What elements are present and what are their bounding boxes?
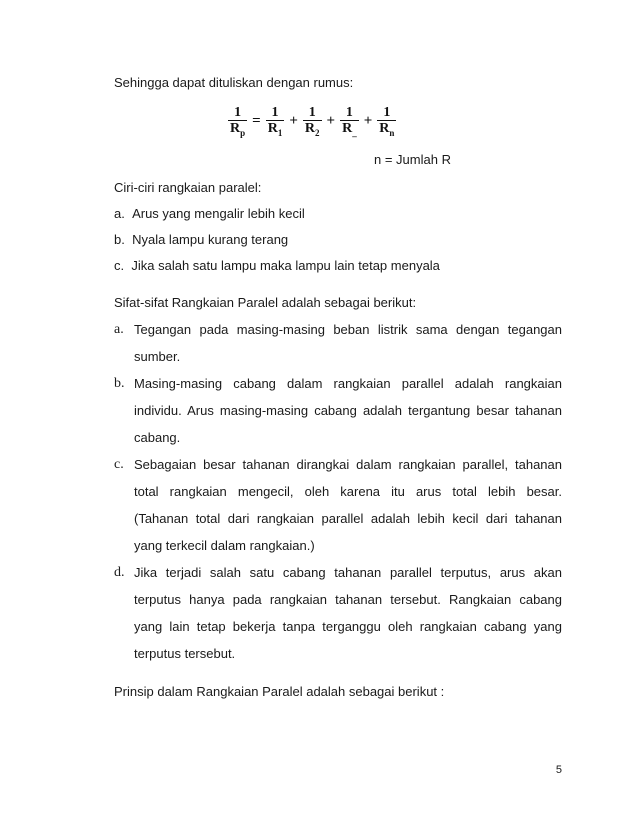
list-item — [114, 206, 305, 222]
formula-note: n = Jumlah R — [374, 152, 451, 167]
list-item-line: individu. Arus masing-masing cabang adalah tergantung besar tahanan — [134, 403, 562, 418]
list-item-text: Nyala lampu kurang terang — [132, 232, 289, 247]
list-marker: d. — [114, 565, 125, 580]
formula-denominator: $R_n$ — [379, 121, 395, 138]
formula-numerator: 1 — [271, 105, 279, 120]
list-item-line: yang terkecil dalam rangkaian.) — [134, 538, 315, 553]
formula-denominator: $R_2$ — [304, 121, 320, 138]
list-item-line: Tegangan pada masing-masing beban listrik sama dengan tegangan — [134, 322, 562, 337]
list-marker: a. — [114, 322, 124, 337]
list-item — [114, 232, 288, 248]
list-item-line: terputus tersebut. — [134, 646, 236, 661]
list-marker: a. — [114, 206, 125, 221]
formula-plus: + — [326, 112, 336, 129]
formula-denominator: $R_1$ — [267, 121, 283, 138]
list-item-line: yang lain tetap bekerja tanpa terganggu oleh rangkaian cabang yang — [134, 619, 562, 634]
list-item — [114, 258, 440, 274]
formula-term — [340, 106, 359, 136]
list-item-line: Sebagaian besar tahanan dirangkai dalam rangkaian parallel, tahanan — [134, 457, 562, 472]
page-number: 5 — [555, 764, 562, 776]
ciri-heading: Ciri-ciri rangkaian paralel: — [114, 180, 262, 195]
formula-numerator: 1 — [308, 105, 316, 120]
formula-term — [377, 106, 396, 136]
list-item-line: cabang. — [134, 430, 181, 445]
formula-numerator: 1 — [234, 105, 242, 120]
list-item-text: Arus yang mengalir lebih kecil — [132, 206, 305, 221]
list-item-line: Jika terjadi salah satu cabang tahanan parallel terputus, arus akan — [134, 565, 562, 580]
list-item-line: total rangkaian mengecil, oleh karena itu arus total lebih besar. — [134, 484, 562, 499]
list-marker: b. — [114, 376, 125, 391]
formula-denominator: $R_{\_}$ — [342, 121, 357, 138]
list-item-line: Masing-masing cabang dalam rangkaian parallel adalah rangkaian — [134, 376, 562, 391]
parallel-resistance-formula — [226, 104, 398, 138]
formula-plus: + — [363, 112, 373, 129]
formula-plus: + — [289, 112, 298, 129]
prinsip-heading: Prinsip dalam Rangkaian Paralel adalah sebagai berikut : — [114, 684, 445, 699]
formula-equals: = — [252, 112, 261, 129]
formula-term — [266, 106, 285, 136]
list-item-line: (Tahanan total dari rangkaian parallel adalah lebih kecil dari tahanan — [134, 511, 562, 526]
formula-denominator: $R_p$ — [230, 121, 246, 138]
list-marker: b. — [114, 232, 125, 247]
list-marker: c. — [114, 457, 124, 472]
formula-lhs — [228, 106, 247, 136]
sifat-heading: Sifat-sifat Rangkaian Paralel adalah sebagai berikut: — [114, 295, 417, 310]
list-item-text: Jika salah satu lampu maka lampu lain tetap menyala — [131, 258, 440, 273]
intro-text: Sehingga dapat dituliskan dengan rumus: — [114, 75, 354, 90]
formula-term — [303, 106, 322, 136]
list-item-line: sumber. — [134, 349, 181, 364]
list-marker: c. — [114, 258, 125, 273]
formula-numerator: 1 — [383, 105, 391, 120]
formula-numerator: 1 — [345, 105, 353, 120]
list-item-line: terputus hanya pada rangkaian tahanan tersebut. Rangkaian cabang — [134, 592, 562, 607]
